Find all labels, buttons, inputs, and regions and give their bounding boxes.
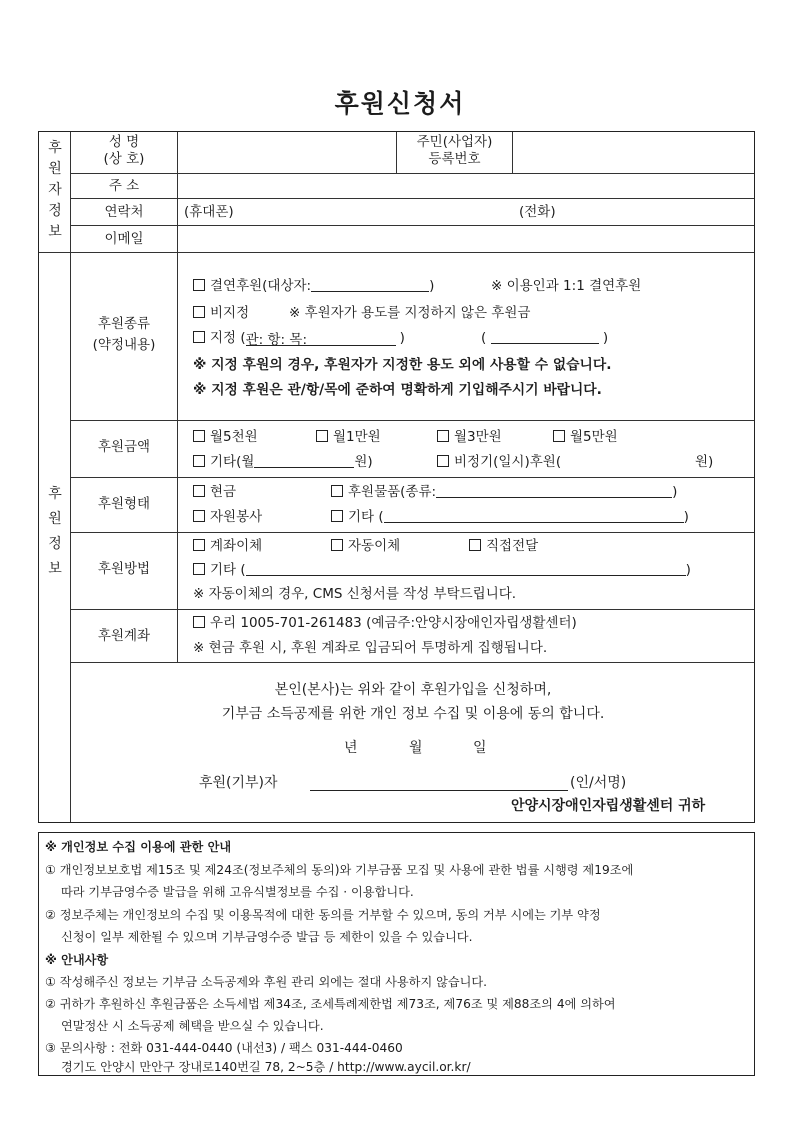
date-month-label: 월 (409, 740, 423, 756)
guide-heading: ※ 안내사항 (45, 953, 109, 967)
assigned-fields[interactable]: 관: 항: 목: (246, 331, 396, 346)
form-option-goods[interactable] (331, 483, 677, 501)
support-type-label-line-1: 후원종류 (97, 316, 151, 332)
form-option-volunteer[interactable] (193, 508, 262, 526)
privacy-item-1: ① 개인정보보호법 제15조 및 제24조(정보주체의 동의)와 기부금품 모집 및 사용에 관한 법률 시행령 제19조에 (45, 863, 634, 877)
checkbox[interactable] (331, 485, 343, 497)
name-label-line-1: 성 명 (108, 134, 140, 150)
checkbox[interactable] (193, 306, 205, 318)
assigned-option-close: ) (399, 330, 405, 346)
section-label-char: 후 (48, 140, 62, 156)
method-option-autopay[interactable] (331, 537, 400, 555)
id-number-label-line-1: 주민(사업자) (416, 134, 493, 150)
amount-option-other[interactable] (193, 453, 373, 471)
method-other-close: ) (685, 562, 691, 578)
seal-label: (인/서명) (570, 775, 627, 791)
method-other-field[interactable] (246, 561, 686, 576)
section-label-char: 보 (48, 224, 62, 240)
method-other-label: 기타 ( (210, 562, 246, 578)
divider (70, 420, 754, 421)
assigned-note-1: ※ 지정 후원의 경우, 후원자가 지정한 용도 외에 사용할 수 없습니다. (193, 357, 612, 373)
form-goods-close: ) (672, 484, 678, 500)
form-option-cash[interactable] (193, 483, 236, 501)
privacy-item-2: ② 정보주체는 개인정보의 수집 및 이용목적에 대한 동의를 거부할 수 있으며, 동의 거부 시에는 기부 약정 (45, 908, 601, 922)
divider (512, 132, 513, 173)
method-option-other[interactable] (193, 561, 691, 579)
amount-other-label: 기타(월 (210, 454, 255, 470)
amount-irregular-unit: 원) (695, 454, 714, 470)
checkbox[interactable] (331, 539, 343, 551)
checkbox[interactable] (193, 430, 205, 442)
checkbox[interactable] (193, 485, 205, 497)
account-option[interactable] (193, 614, 577, 632)
mobile-field[interactable]: (휴대폰) (184, 204, 234, 220)
checkbox[interactable] (553, 430, 565, 442)
form-goods-label: 후원물품(종류: (348, 484, 437, 500)
phone-field[interactable]: (전화) (519, 204, 556, 220)
unassigned-note: ※ 후원자가 용도를 지정하지 않은 후원금 (289, 305, 531, 321)
checkbox[interactable] (331, 510, 343, 522)
checkbox[interactable] (193, 455, 205, 467)
email-label: 이메일 (104, 231, 144, 247)
section-label-char: 정 (48, 203, 62, 219)
form-volunteer-label: 자원봉사 (210, 509, 263, 525)
amount-other-field[interactable] (254, 453, 354, 468)
donor-section-label (43, 138, 67, 243)
amount-option-5k[interactable] (193, 428, 258, 446)
signature-line[interactable] (310, 788, 568, 791)
form-cash-label: 현금 (210, 484, 237, 500)
amount-option-label: 월5천원 (210, 429, 258, 445)
amount-other-unit: 원) (354, 454, 373, 470)
checkbox[interactable] (316, 430, 328, 442)
assigned-extra-field[interactable]: ( ) (481, 330, 609, 346)
application-form-table (38, 131, 755, 823)
checkbox[interactable] (437, 430, 449, 442)
checkbox[interactable] (193, 563, 205, 575)
support-form-label: 후원형태 (97, 496, 151, 512)
divider (177, 252, 178, 662)
name-label (71, 134, 177, 168)
signer-label: 후원(기부)자 (199, 775, 278, 791)
notice-box (38, 832, 755, 1076)
assigned-option-label: 지정 ( (210, 330, 246, 346)
divider (39, 252, 754, 253)
form-other-label: 기타 ( (348, 509, 384, 525)
amount-option-label: 월5만원 (570, 429, 618, 445)
method-option-label: 자동이체 (348, 538, 401, 554)
support-account-label: 후원계좌 (97, 628, 151, 644)
amount-option-50k[interactable] (553, 428, 618, 446)
account-note: ※ 현금 후원 시, 후원 계좌로 입금되어 투명하게 집행됩니다. (193, 640, 548, 656)
guide-item-3: ③ 문의사항 : 전화 031-444-0440 (내선3) / 팩스 031-444-0460 (45, 1041, 403, 1055)
id-number-label-line-2: 등록번호 (428, 151, 481, 167)
support-section-label (43, 484, 67, 584)
consent-line-1: 본인(본사)는 위와 같이 후원가입을 신청하며, (274, 682, 552, 698)
section-label-char: 보 (48, 561, 62, 577)
amount-option-label: 월3만원 (454, 429, 502, 445)
section-label-char: 정 (48, 536, 62, 552)
guide-item-2-cont: 연말정산 시 소득공제 혜택을 받으실 수 있습니다. (61, 1019, 324, 1033)
support-type-label (71, 314, 177, 356)
privacy-item-1-cont: 따라 기부금영수증 발급을 위해 고유식별정보를 수집 · 이용합니다. (61, 885, 414, 899)
support-method-label: 후원방법 (97, 561, 151, 577)
amount-option-label: 월1만원 (333, 429, 381, 445)
name-label-line-2: (상 호) (103, 151, 145, 167)
section-label-char: 자 (48, 182, 62, 198)
amount-option-10k[interactable] (316, 428, 381, 446)
checkbox[interactable] (469, 539, 481, 551)
consent-line-2: 기부금 소득공제를 위한 개인 정보 수집 및 이용에 동의 합니다. (221, 706, 605, 722)
assigned-note-2: ※ 지정 후원은 관/항/목에 준하여 명확하게 기입해주시기 바랍니다. (193, 382, 602, 398)
account-value: 우리 1005-701-261483 (예금주:안양시장애인자립생활센터) (210, 615, 577, 631)
sponsor-option-label: 결연후원(대상자: (210, 278, 312, 294)
form-option-other[interactable] (331, 508, 689, 526)
amount-option-30k[interactable] (437, 428, 502, 446)
unassigned-option[interactable] (193, 304, 249, 322)
amount-irregular-label: 비정기(일시)후원( (454, 454, 562, 470)
id-number-field[interactable] (514, 133, 752, 172)
date-year-label: 년 (344, 740, 358, 756)
form-other-field[interactable] (384, 508, 684, 523)
method-option-direct[interactable] (469, 537, 538, 555)
method-option-label: 계좌이체 (210, 538, 263, 554)
address-label: 주 소 (108, 178, 140, 194)
address-field[interactable] (179, 175, 752, 197)
privacy-item-2-cont: 신청이 일부 제한될 수 있으며 기부금영수증 발급 등 제한이 있을 수 있습니다. (61, 930, 473, 944)
guide-item-2: ② 귀하가 후원하신 후원금품은 소득세법 제34조, 조세특례제한법 제73조, 제76조 및 제88조의 4에 의하여 (45, 997, 616, 1011)
checkbox[interactable] (193, 539, 205, 551)
checkbox[interactable] (193, 510, 205, 522)
checkbox[interactable] (193, 331, 205, 343)
divider (70, 662, 754, 663)
date-day-label: 일 (473, 740, 487, 756)
section-label-char: 원 (48, 511, 62, 527)
support-type-label-line-2: (약정내용) (92, 337, 156, 353)
guide-item-1: ① 작성해주신 정보는 기부금 소득공제와 후원 관리 외에는 절대 사용하지 않습니다. (45, 975, 488, 989)
guide-item-3-cont: 경기도 안양시 만안구 장내로140번길 78, 2~5층 / http://www.aycil.or.kr/ (61, 1060, 471, 1074)
divider (70, 609, 754, 610)
sponsor-option[interactable] (193, 277, 434, 295)
section-label-char: 원 (48, 161, 62, 177)
amount-option-irregular[interactable] (437, 453, 561, 471)
divider (70, 477, 754, 478)
method-option-transfer[interactable] (193, 537, 262, 555)
name-field[interactable] (179, 133, 395, 172)
email-field[interactable] (179, 227, 752, 251)
contact-label: 연락처 (104, 204, 144, 220)
sponsor-option-close: ) (429, 278, 435, 294)
sponsor-target-field[interactable] (311, 277, 429, 292)
divider (70, 173, 754, 174)
divider (70, 198, 754, 199)
section-label-char: 후 (48, 486, 62, 502)
checkbox[interactable] (437, 455, 449, 467)
page-title: 후원신청서 (334, 89, 466, 118)
checkbox[interactable] (193, 279, 205, 291)
form-goods-field[interactable] (436, 483, 672, 498)
assigned-extra-underline[interactable] (491, 329, 599, 344)
divider (177, 132, 178, 252)
id-number-label (397, 134, 512, 168)
form-other-close: ) (683, 509, 689, 525)
support-amount-label: 후원금액 (97, 439, 151, 455)
unassigned-option-label: 비지정 (210, 305, 250, 321)
sponsor-note: ※ 이용인과 1:1 결연후원 (491, 278, 642, 294)
privacy-heading: ※ 개인정보 수집 이용에 관한 안내 (45, 840, 232, 854)
method-note: ※ 자동이체의 경우, CMS 신청서를 작성 부탁드립니다. (193, 586, 517, 602)
method-option-label: 직접전달 (486, 538, 539, 554)
checkbox[interactable] (193, 616, 205, 628)
divider (70, 225, 754, 226)
assigned-option[interactable] (193, 329, 405, 347)
divider (70, 532, 754, 533)
recipient: 안양시장애인자립생활센터 귀하 (511, 798, 706, 814)
